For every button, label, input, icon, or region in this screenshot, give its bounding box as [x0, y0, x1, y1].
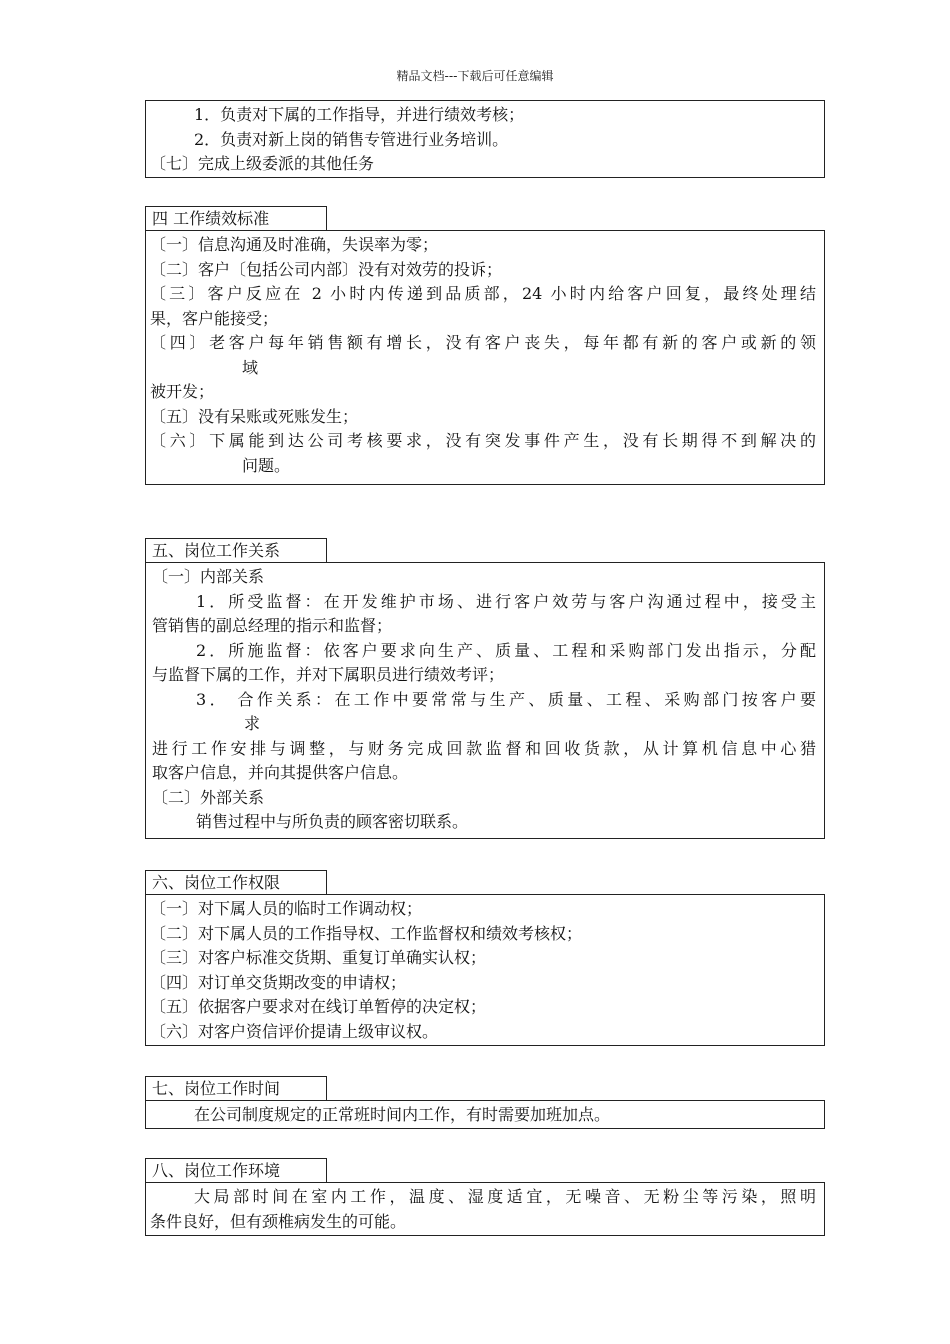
text-line: 管销售的副总经理的指示和监督；: [152, 616, 393, 635]
text-line: 与监督下属的工作，并对下属职员进行绩效考评；: [152, 665, 505, 684]
text-line: 问题。: [242, 455, 291, 475]
section-title: 四 工作绩效标准: [145, 206, 327, 230]
text-line: 大局部时间在室内工作，温度、湿度适宜，无噪音、无粉尘等污染，照明: [194, 1187, 816, 1206]
text-line: 〔二〕对下属人员的工作指导权、工作监督权和绩效考核权；: [150, 923, 583, 943]
text-line: 1．所受监督：在开发维护市场、进行客户效劳与客户沟通过程中，接受主: [196, 591, 816, 611]
text-line: 2．所施监督：依客户要求向生产、质量、工程和采购部门发出指示，分配: [196, 640, 816, 660]
section-title: 五、岗位工作关系: [145, 538, 327, 562]
text-line: 在公司制度规定的正常班时间内工作，有时需要加班加点。: [194, 1105, 611, 1124]
text-line: 〔七〕完成上级委派的其他任务: [150, 154, 375, 173]
page-header: 精品文档---下载后可任意编辑: [396, 69, 554, 83]
section-box: [145, 894, 825, 1046]
text-line: 〔四〕对订单交货期改变的申请权；: [150, 972, 407, 992]
section-title: 七、岗位工作时间: [145, 1076, 327, 1100]
section-title: 六、岗位工作权限: [145, 870, 327, 894]
section-box: [145, 1100, 825, 1129]
text-line: 〔四〕老客户每年销售额有增长，没有客户丧失，每年都有新的客户或新的领: [150, 333, 816, 352]
text-line: 〔三〕客户反应在 2 小时内传递到品质部，24 小时内给客户回复，最终处理结: [150, 284, 816, 303]
text-line: 3． 合作关系：在工作中要常常与生产、质量、工程、采购部门按客户要: [196, 689, 816, 709]
text-line: 被开发；: [150, 382, 215, 401]
text-line: 〔三〕对客户标准交货期、重复订单确实认权；: [150, 948, 487, 967]
text-line: 〔六〕下属能到达公司考核要求，没有突发事件产生，没有长期得不到解决的: [150, 431, 816, 450]
text-line: 〔一〕对下属人员的临时工作调动权；: [150, 899, 423, 918]
section-title: 八、岗位工作环境: [145, 1158, 327, 1182]
section-box: [145, 230, 825, 485]
section-box: [145, 1182, 825, 1236]
text-line: 〔一〕内部关系: [152, 567, 265, 586]
text-line: 〔一〕信息沟通及时准确，失误率为零；: [150, 235, 439, 254]
text-line: 求: [244, 714, 261, 733]
text-line: 域: [242, 357, 259, 377]
duty-continuation-box: [145, 100, 825, 178]
text-line: 条件良好，但有颈椎病发生的可能。: [150, 1211, 407, 1231]
section-box: [145, 562, 825, 839]
text-line: 〔二〕外部关系: [152, 787, 265, 807]
text-line: 2．负责对新上岗的销售专管进行业务培训。: [194, 129, 509, 149]
text-line: 〔五〕没有呆账或死账发生；: [150, 406, 359, 426]
text-line: 1．负责对下属的工作指导，并进行绩效考核；: [194, 105, 525, 124]
text-line: 〔六〕对客户资信评价提请上级审议权。: [150, 1021, 439, 1041]
text-line: 取客户信息，并向其提供客户信息。: [152, 763, 409, 782]
text-line: 果，客户能接受；: [150, 308, 279, 328]
text-line: 〔五〕依据客户要求对在线订单暂停的决定权；: [150, 997, 487, 1016]
text-line: 进行工作安排与调整，与财务完成回款监督和回收货款，从计算机信息中心猎: [152, 738, 816, 758]
text-line: 〔二〕客户〔包括公司内部〕没有对效劳的投诉；: [150, 259, 503, 279]
text-line: 销售过程中与所负责的顾客密切联系。: [196, 812, 469, 831]
